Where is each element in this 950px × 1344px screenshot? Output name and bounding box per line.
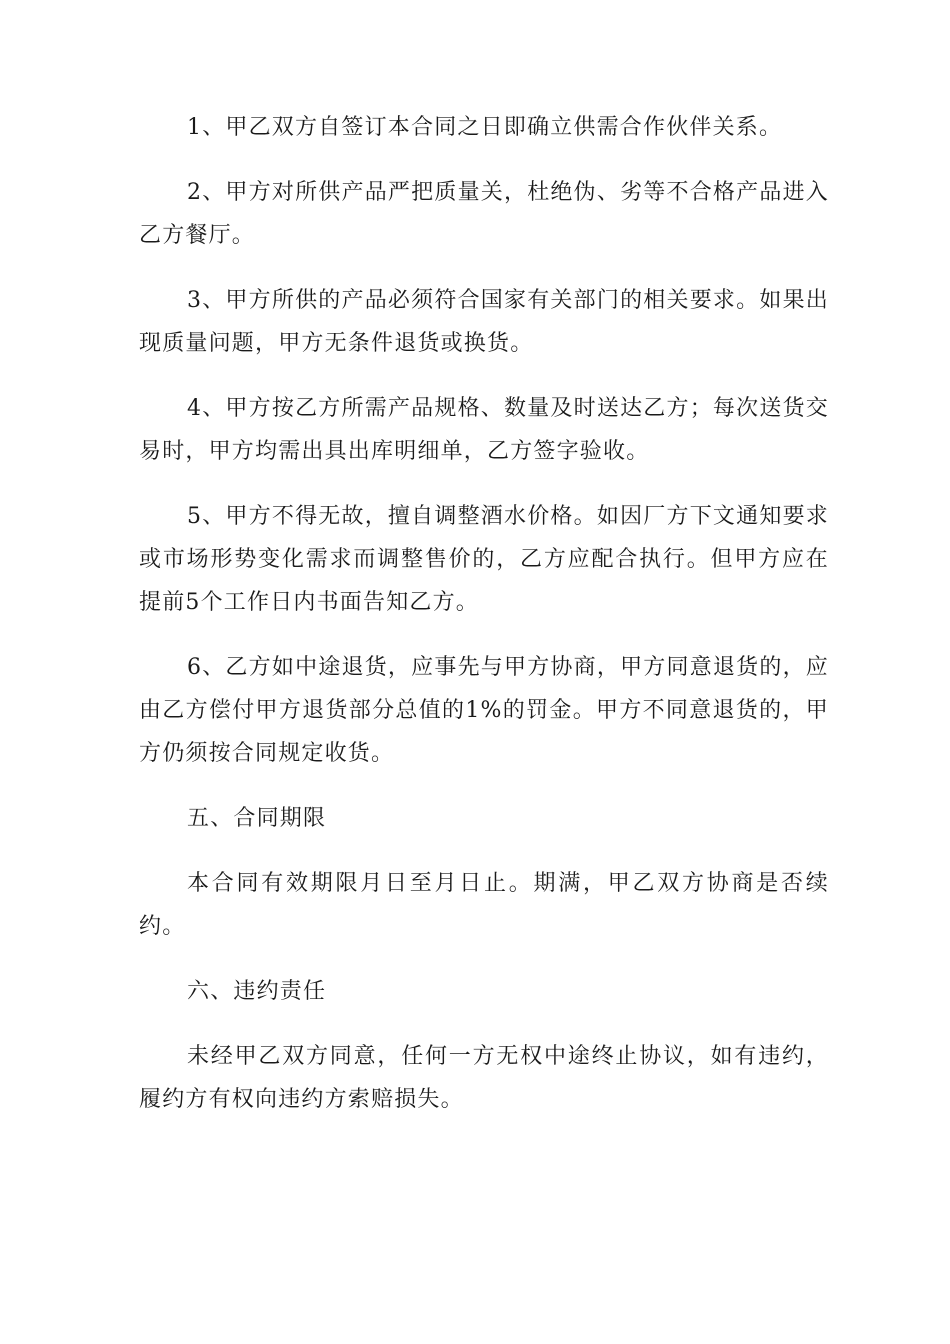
clause-5: 5、甲方不得无故，擅自调整酒水价格。如因厂方下文通知要求或市场形势变化需求而调整售价的，乙方应配合执行。但甲方应在提前5个工作日内书面告知乙方。	[139, 504, 829, 615]
document-body	[139, 106, 829, 1143]
clause-4: 4、甲方按乙方所需产品规格、数量及时送达乙方；每次送货交易时，甲方均需出具出库明细单，乙方签字验收。	[139, 396, 829, 464]
section-heading-liability: 六、违约责任	[187, 979, 327, 1004]
liability-paragraph: 未经甲乙双方同意，任何一方无权中途终止协议，如有违约，履约方有权向违约方索赔损失。	[139, 1044, 829, 1112]
clause-6: 6、乙方如中途退货，应事先与甲方协商，甲方同意退货的，应由乙方偿付甲方退货部分总值的1%的罚金。甲方不同意退货的，甲方仍须按合同规定收货。	[139, 655, 829, 766]
clause-2: 2、甲方对所供产品严把质量关，杜绝伪、劣等不合格产品进入乙方餐厅。	[139, 180, 829, 248]
clause-3: 3、甲方所供的产品必须符合国家有关部门的相关要求。如果出现质量问题，甲方无条件退货或换货。	[139, 288, 829, 356]
clause-1: 1、甲乙双方自签订本合同之日即确立供需合作伙伴关系。	[187, 115, 783, 140]
section-heading-term: 五、合同期限	[187, 806, 327, 831]
term-paragraph: 本合同有效期限月日至月日止。期满，甲乙双方协商是否续约。	[139, 871, 829, 939]
